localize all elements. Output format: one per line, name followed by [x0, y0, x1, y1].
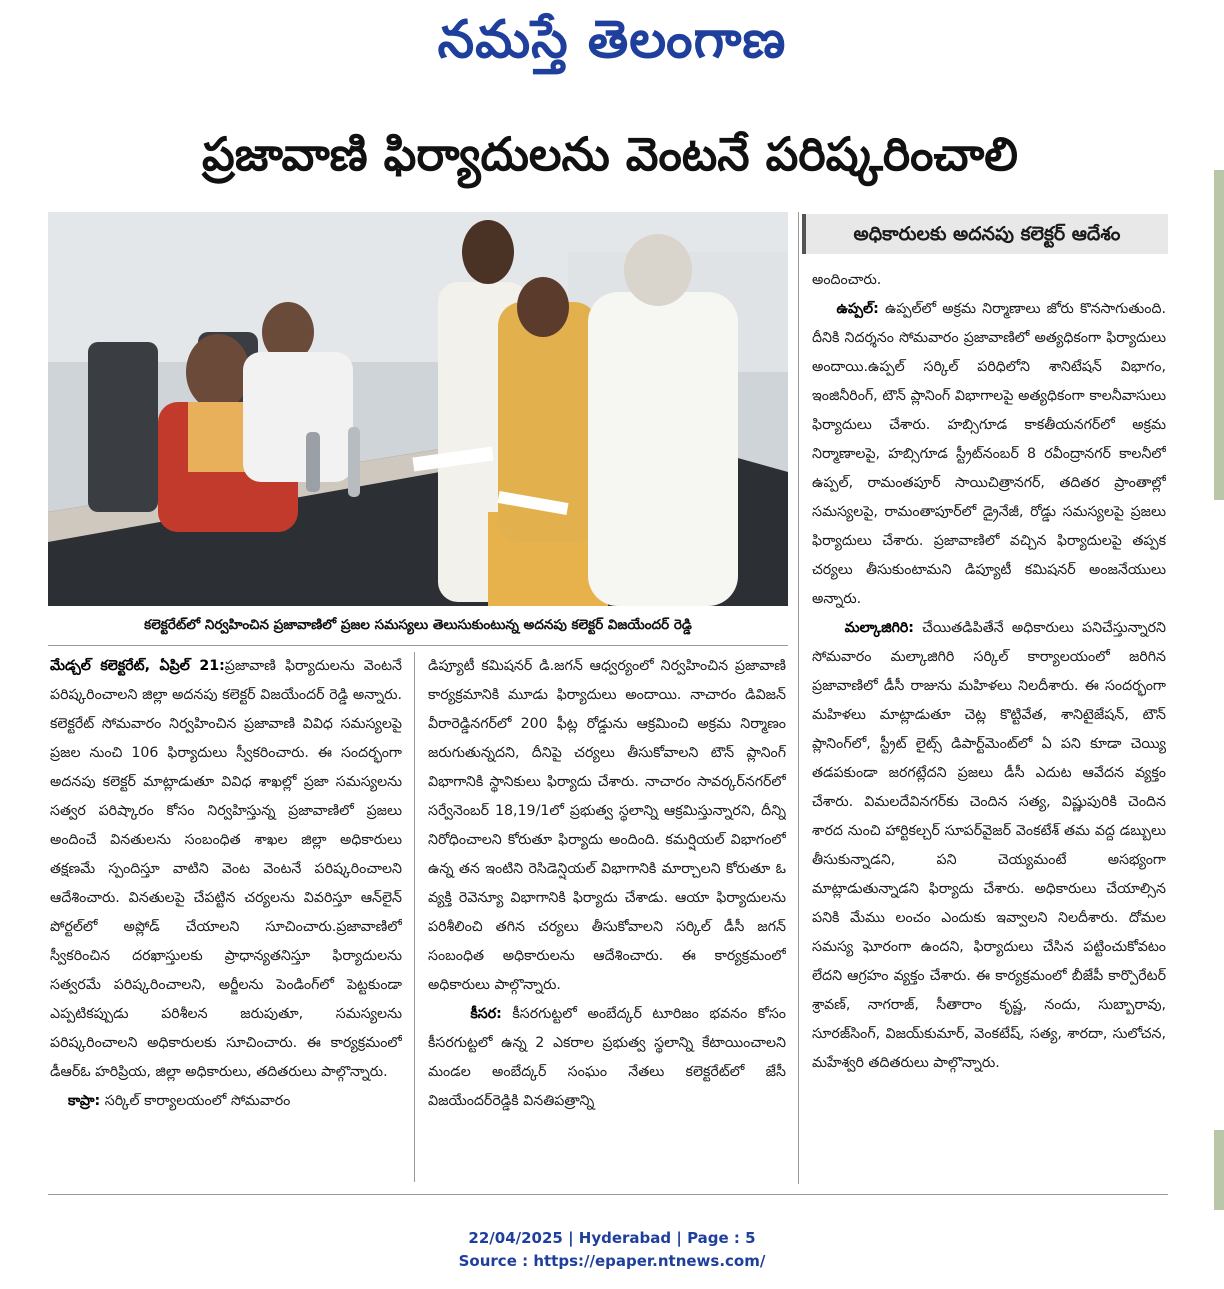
- photo-illustration: [48, 212, 788, 606]
- column-divider: [414, 652, 415, 1182]
- article-column-3: [812, 266, 1166, 1186]
- dateline: మేడ్చల్ కలెక్టరేట్, ఏప్రిల్ 21:: [50, 658, 225, 674]
- uppal-body: ఉప్పల్‌లో అక్రమ నిర్మాణాలు జోరు కొనసాగుతుంది. దీనికి నిదర్శనం సోమవారం ప్రజావాణిలో అత్యధికంగా ఫిర్యాదులు అందాయి.ఉప్పల్ సర్కిల్ పరిధిలోని శానిటేషన్ విభాగం, ఇంజినీరింగ్, టౌన్ ప్లానింగ్ విభాగాలపై అత్యధికంగా కాలనీవాసులు ఫిర్యాదులు చేశారు. హబ్సిగూడ కాకతీయనగర్‌లో అక్రమ నిర్మాణాలపై, హబ్సిగూడ స్ట్రీట్‌నంబర్ 8 రవీంద్రానగర్ కాలనీలో ఉప్పల్, రామంతపూర్ సాయిచిత్రానగర్, తదితర ప్రాంతాల్లో సమస్యలపై, రామంతాపూర్‌లో డ్రైనేజీ, రోడ్డు సమస్యలపై ప్రజలు ఫిర్యాదులు చేశారు. ప్రజావాణిలో వచ్చిన ఫిర్యాదులపై తప్పక చర్యలు తీసుకుంటామని డిప్యూటీ కమిషనర్ అంజనేయులు అన్నారు.: [812, 301, 1166, 607]
- malkajgiri-body: చేయితడిపితేనే అధికారులు పనిచేస్తున్నారని సోమవారం మల్కాజిగిరి సర్కిల్ కార్యాలయంలో జరిగిన ప్రజావాణిలో డీసీ రాజును మహిళలు నిలదీశారు. ఈ సందర్భంగా మహిళలు మాట్లాడుతూ చెట్ల కొట్టివేత, శానిటైజేషన్, టౌన్ ప్లానింగ్‌లో, స్ట్రీట్ లైట్స్ డిపార్ట్‌మెంట్‌లో ఏ పని కూడా చెయ్యి తడపకుండా జరగట్లేదని ప్రజలు డీసీ ఎదుట ఆవేదన వ్యక్తం చేశారు. విమలదేవినగర్‌కు చెందిన సత్య, విష్ణుపురికి చెందిన శారద నుంచి హార్టికల్చర్ సూపర్‌వైజర్ వెంకటేశ్ తమ వద్ద డబ్బులు తీసుకున్నాడని, పని చెయ్యమంటే అసభ్యంగా మాట్లాడుతున్నాడని ఫిర్యాదు చేశారు. అధికారులు చేయాల్సిన పనికి మేము లంచం ఎందుకు ఇవ్వాలని నిలదీశారు. దోమల సమస్య ఘోరంగా ఉందని, ఫిర్యాదులు చేసిన పట్టించుకోవటం లేదని ఆగ్రహం వ్యక్తం చేశారు. ఈ కార్యక్రమంలో బీజేపీ కార్పొరేటర్ శ్రావణ్, నాగరాజ్, సీతారాం కృష్ణ, నందు, సుబ్బారావు, సూరజ్‌సింగ్, విజయ్‌కుమార్, వెంకటేష్, సత్య, శారదా, సులోచన, మహేశ్వరి తదితరులు పాల్గొన్నారు.: [812, 620, 1166, 1071]
- keesara-paragraph: [428, 1000, 786, 1116]
- article-column-1: [50, 652, 402, 1180]
- article-headline: ప్రజావాణి ఫిర్యాదులను వెంటనే పరిష్కరించాలి: [202, 127, 1018, 181]
- article-subhead: అధికారులకు అదనపు కలెక్టర్ ఆదేశం: [802, 214, 1168, 254]
- column-1-body: ప్రజావాణి ఫిర్యాదులను వెంటనే పరిష్కరించాలని జిల్లా అదనపు కలెక్టర్ విజయేందర్ రెడ్డి అన్నారు. కలెక్టరేట్ సోమవారం నిర్వహించిన ప్రజావాణి వివిధ సమస్యలపై ప్రజల నుంచి 106 ఫిర్యాదులు స్వీకరించారు. ఈ సందర్భంగా అదనపు కలెక్టర్ మాట్లాడుతూ వివిధ శాఖల్లో ప్రజా సమస్యలను సత్వర పరిష్కారం కోసం నిర్వహిస్తున్న ప్రజావాణిలో ప్రజలు అందించే వినతులను సంబంధిత శాఖల జిల్లా అధికారులు తక్షణమే స్పందిస్తూ వాటిని వెంట వెంటనే పరిష్కరించాలని ఆదేశించారు. వినతులపై చేపట్టిన చర్యలను వివరిస్తూ ఆన్‌లైన్ పోర్టల్‌లో అప్లోడ్ చేయాలని సూచించారు.ప్రజావాణిలో స్వీకరించిన దరఖాస్తులకు ప్రాధాన్యతనిస్తూ ఫిర్యాదులను సత్వరమే పరిష్కరించాలని, అర్జీలను పెండింగ్‌లో పెట్టకుండా ఎప్పటికప్పుడు పరిశీలన జరుపుతూ, సమస్యలను పరిష్కరించాలని అధికారులకు సూచించారు. ఈ కార్యక్రమంలో డీఆర్ఓ హరిప్రియ, జిల్లా అధికారులు, తదితరులు పాల్గొన్నారు.: [50, 658, 402, 1080]
- caption-divider: [48, 645, 788, 646]
- uppal-paragraph: [812, 295, 1166, 614]
- adjacent-page-edge: [1214, 1130, 1224, 1210]
- footer-source-link[interactable]: Source : https://epaper.ntnews.com/: [458, 1252, 766, 1270]
- column-3-intro: అందించారు.: [812, 272, 882, 288]
- photo-caption: కలెక్టరేట్‌లో నిర్వహించిన ప్రజావాణిలో ప్రజల సమస్యలు తెలుసుకుంటున్న అదనపు కలెక్టర్ విజయేందర్ రెడ్డి: [144, 617, 692, 633]
- footer-date-line: 22/04/2025 | Hyderabad | Page : 5: [468, 1229, 756, 1247]
- uppal-lead: ఉప్పల్:: [836, 301, 879, 317]
- adjacent-page-edge: [1214, 170, 1224, 500]
- keesara-lead: కీసర:: [470, 1006, 502, 1022]
- column-2-body: డిప్యూటీ కమిషనర్ డి.జగన్ ఆధ్వర్యంలో నిర్వహించిన ప్రజావాణి కార్యక్రమానికి మూడు ఫిర్యాదులు అందాయి. నాచారం డివిజన్ వీరారెడ్డినగర్‌లో 200 ఫీట్ల రోడ్డును ఆక్రమించి అక్రమ నిర్మాణం జరుగుతున్నదని, దీనిపై చర్యలు తీసుకోవాలని టౌన్ ప్లానింగ్ విభాగానికి స్థానికులు ఫిర్యాదు చేశారు. నాచారం సావర్కర్‌నగర్‌లో సర్వేనెంబర్ 18,19/1లో ప్రభుత్వ స్థలాన్ని ఆక్రమిస్తున్నారని, దీన్ని నిరోధించాలని కోరుతూ ఫిర్యాదు అందింది. కమర్షియల్ విభాగంలో ఉన్న తన ఇంటిని రెసిడెన్షియల్ విభాగానికి మార్చాలని కోరుతూ ఓ వ్యక్తి రెవెన్యూ విభాగానికి ఫిర్యాదు చేశాడు. ఆయా ఫిర్యాదులను పరిశీలించి తగిన చర్యలు తీసుకోవాలని సర్కిల్ డీసీ జగన్ సంబంధిత అధికారులను ఆదేశించారు. ఈ కార్యక్రమంలో అధికారులు పాల్గొన్నారు.: [428, 658, 786, 993]
- column-divider: [798, 212, 799, 1184]
- newspaper-masthead: నమస్తే తెలంగాణ: [437, 10, 787, 70]
- kapra-body: సర్కిల్ కార్యాలయంలో సోమవారం: [104, 1093, 291, 1109]
- malkajgiri-lead: మల్కాజిగిరి:: [844, 620, 914, 636]
- kapra-lead: కాప్రా:: [68, 1093, 101, 1109]
- article-bottom-rule: [48, 1194, 1168, 1195]
- article-photo: [48, 212, 788, 606]
- malkajgiri-paragraph: [812, 614, 1166, 1078]
- column-1-paragraph: [50, 652, 402, 1087]
- column-2-paragraph: [428, 652, 786, 1000]
- article-column-2: [428, 652, 786, 1180]
- keesara-body: కీసరగుట్టలో అంబేద్కర్ టూరిజం భవనం కోసం కీసరగుట్టలో ఉన్న 2 ఎకరాల ప్రభుత్వ స్థలాన్ని కేటాయించాలని మండల అంబేద్కర్ సంఘం నేతలు కలెక్టరేట్‌లో జేసీ విజయేందర్‌రెడ్డికి వినతిపత్రాన్ని: [428, 1006, 786, 1109]
- kapra-paragraph: [50, 1087, 402, 1116]
